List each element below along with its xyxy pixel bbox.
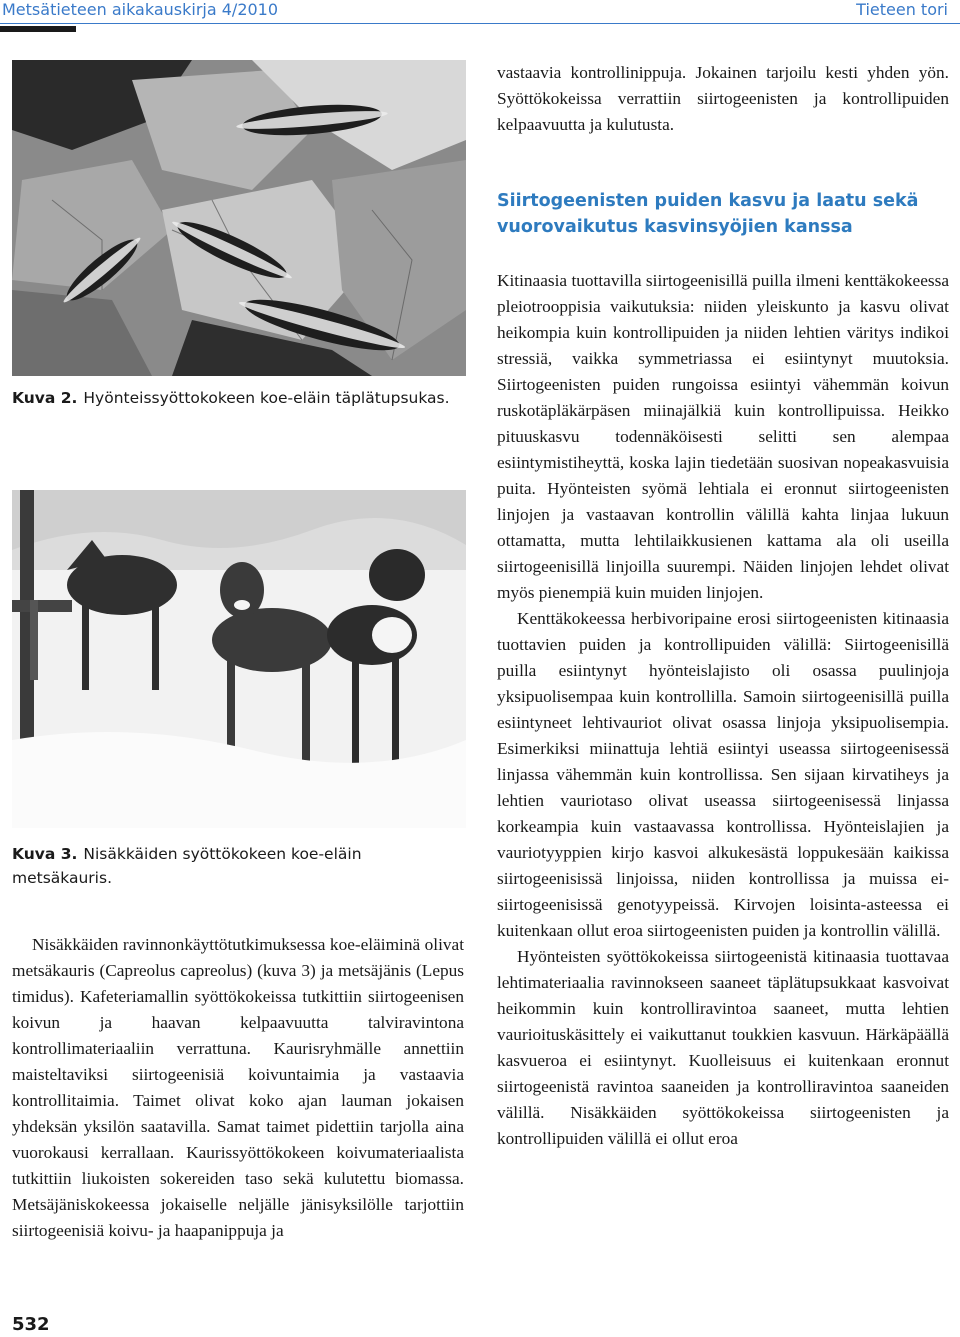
figure-2-label: Kuva 2. xyxy=(12,389,78,407)
figure-3-caption xyxy=(12,842,464,890)
right-column-top xyxy=(497,60,949,138)
section-heading: Siirtogeenisten puiden kasvu ja laatu sekä vuorovaikutus kasvinsyöjien kanssa xyxy=(497,191,919,237)
figure-3-text: Nisäkkäiden syöttökokeen koe-eläin metsäkauris. xyxy=(12,845,362,887)
header-accent-bar xyxy=(0,26,76,32)
figure-2-text: Hyönteissyöttokokeen koe-eläin täplätupsukas. xyxy=(83,389,450,407)
caterpillar-photo xyxy=(12,60,466,376)
roe-deer-photo xyxy=(12,490,466,828)
left-column-text xyxy=(12,932,464,1244)
left-paragraph: Nisäkkäiden ravinnonkäyttötutkimuksessa koe-eläiminä olivat metsäkauris (Capreolus capreolus) (kuva 3) ja metsäjänis (Lepus timidus). Kafeteriamallin syöttökokeissa tutkittiin siirtogeenisen koivun ja haavan kelpaavuutta talviravintona kontrollimateriaaliin verrattuna. Kaurisryhmälle annettiin maisteltaviksi siirtogeenisiä koivuntaimia ja vastaavia kontrollitaimia. Taimet olivat koko ajan lauman jokaisen yhdeksän yksilön saatavilla. Samat taimet pidettiin tarjolla aina vuorokausi kerrallaan. Kaurissyöttökokeen koivumateriaalista tutkittiin liukoisten sokereiden taso sekä kulutettu biomassa. Metsäjäniskokeessa jokaiselle neljälle jänisyksilölle tarjottiin siirtogeenisiä koivu- ja haapanippuja ja xyxy=(12,935,464,1240)
header-rule xyxy=(0,23,960,24)
page-number: 532 xyxy=(12,1314,50,1335)
right-paragraph-3: Hyönteisten syöttökokeissa siirtogeenistä kitinaasia tuottavaa lehtimateriaalia ravinnokseen saaneet täplätupsukkaat kasvoivat heikommin kuin kontrolliravintoa saaneet, mutta lehtien vaurioituskäsittely ei vaikuttanut toukkien kasvuun. Härkäpäällä kasvueroa ei esiintynyt. Kuolleisuus ei kuitenkaan eronnut siirtogeenistä ravintoa saaneiden ja kontrolliravintoa saaneiden välillä. Nisäkkäiden syöttökokeissa siirtogeenisten ja kontrollipuiden välillä ei ollut eroa xyxy=(497,947,949,1148)
right-top-paragraph: vastaavia kontrollinippuja. Jokainen tarjoilu kesti yhden yön. Syöttökokeissa verrattiin siirtogeenisten ja kontrollipuiden kelpaavuutta ja kulutusta. xyxy=(497,63,949,134)
caterpillar-illustration xyxy=(12,60,466,376)
right-paragraph-2: Kenttäkokeessa herbivoripaine erosi siirtogeenisten kitinaasia tuottavien puiden ja kontrollipuiden välillä: Siirtogeenisillä puilla esiintynyt hyönteislajisto oli osassa puulinjoja yksipuolisempaa kuin kontrollilla. Samoin siirtogeenisillä puilla esiintyneet lehtivauriot olivat osassa linjoja yksipuolisempia. Esimerkiksi miinattuja lehtiä esiintyi useassa siirtogeenisessä linjassa vähemmän kuin kontrollissa. Sen sijaan kirvatiheys ja lehtien vauriotaso olivat useassa siirtogeenisessä linjassa korkeampia kuin vastaavassa kontrollissa. Hyönteislajien ja vauriotyyppien kirjo kasvoi alkukesästä loppukesään kaikissa siirtogeenisissä linjoissa, niiden kontrollissa ja muissa ei-siirtogeenisissä genotyypeissä. Kirvojen loisinta-asteessa ei kuitenkaan ollut eroa siirtogeenisten puiden ja kontrollin välillä. xyxy=(497,609,949,940)
running-header xyxy=(0,0,960,24)
right-paragraph-1: Kitinaasia tuottavilla siirtogeenisillä puilla ilmeni kenttäkokeessa pleiotrooppisia vaikutuksia: niiden yleiskunto ja kasvu olivat heikompia kuin kontrollipuiden ja niiden lehtien väritys indikoi stressiä, vaikka symmetriassa ei esiintynyt muutoksia. Siirtogeenisten puiden rungoissa esiintyi vähemmän koivun ruskotäpläkärpäsen miinajälkiä kuin kontrollipuissa. Heikko pituuskasvu todennäköisesti selitti sen alempaa esiintymistiheyttä, koska lajin tiedetään suosivan nopeakasvuisia puita. Hyönteisten syömä lehtiala ei eronnut siirtogeenisten linjojen ja vastaavan kontrollin välillä kahta linjaa lukuun ottamatta, mutta lehtilaikkusienen kattama ala oli useilla siirtogeenisillä linjoilla suurempi. Näiden linjojen lehdet olivat myös pienempiä kuin muiden linjojen. xyxy=(497,271,949,602)
roe-deer-illustration xyxy=(12,490,466,828)
section-title: Tieteen tori xyxy=(856,0,948,19)
journal-title: Metsätieteen aikakauskirja 4/2010 xyxy=(2,0,279,19)
right-column-text xyxy=(497,268,949,1152)
figure-2-caption xyxy=(12,386,464,410)
figure-3-label: Kuva 3. xyxy=(12,845,78,863)
